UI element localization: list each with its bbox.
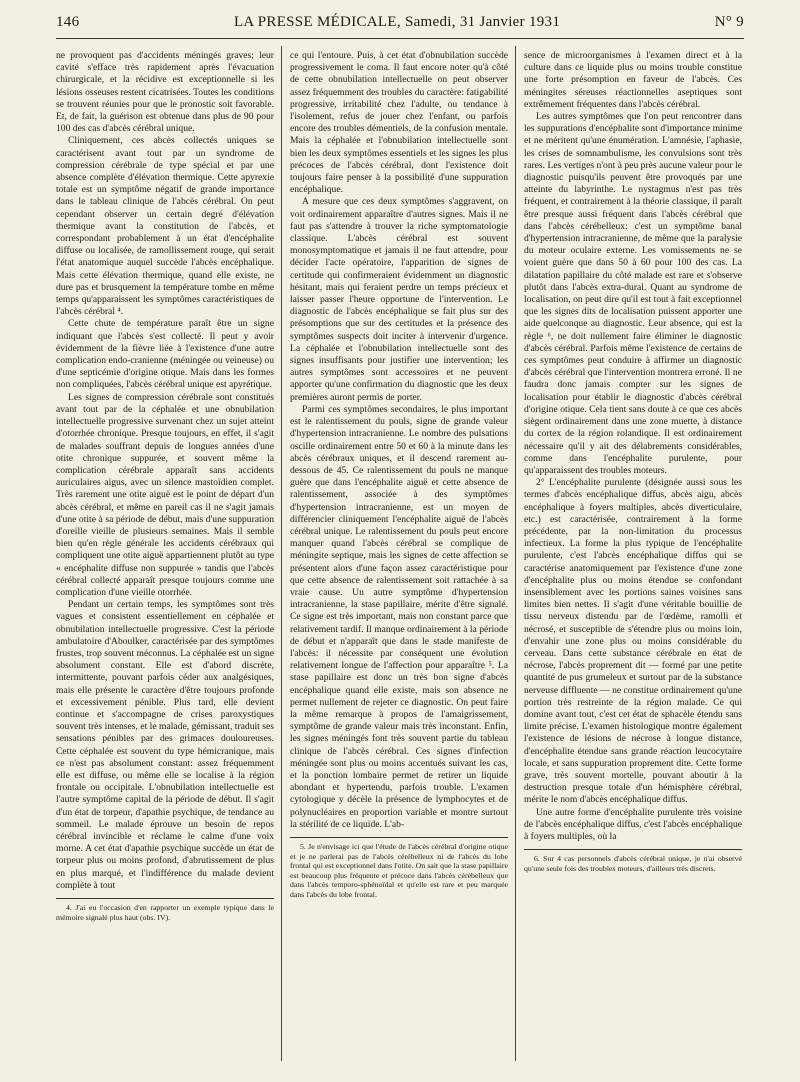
- paragraph: Cliniquement, ces abcès collectés uniques se caractérisent avant tout par un syndrome de compression cérébrale de type spécial et par une absence complète d'élévation thermique. Cette apyrexie totale est un symptôme négatif de grande importance dans le tableau clinique de l'abcès cérébral. On peut cependant observer un certain degré d'élévation thermique avant la constitution de l'abcès, et correspondant probablement à un état d'encéphalite diffuse ou localisée, de ramollissement rouge, qui serait l'état anatomique auquel succède l'abcès encéphalique. Mais cette élévation thermique, quand elle existe, ne dure pas et brusquement la température tombe en même temps qu'apparaissent les symptômes caractéristiques de l'abcès cérébral ⁴.: [56, 135, 274, 318]
- paragraph: Les signes de compression cérébrale sont constitués avant tout par de la céphalée et une obnubilation intellectuelle progressive survenant chez un sujet atteint d'otorrhée chronique. Presque toujours, en effet, il s'agit de malades souffrant depuis de longues années d'une otite chronique suppurée, et souvent même la complication cérébrale apparaît sans accidents auriculaires aigus, avec un silence mastoïdien complet. Très rarement une otite aiguë est le point de départ d'un abcès cérébral, et même en pareil cas il ne s'agit jamais d'une otite à sa période de début, mais d'une suppuration d'oreille vieille de plusieurs semaines. Mais il semble bien qu'en règle générale les accidents cérébraux qui compliquent une otite aiguë appartiennent plutôt au type « encéphalite diffuse non suppurée » tandis que l'abcès cérébral collecté apparaît presque toujours comme une complication d'une vieille otorrhée.: [56, 391, 274, 598]
- paragraph: sence de microorganismes à l'examen direct et à la culture dans ce liquide plus ou moins trouble constitue une forte présomption en faveur de l'abcès. Ces méningites séreuses réactionnelles aseptiques sont extrêmement fréquentes dans l'abcès cérébral.: [524, 50, 742, 110]
- page-header: [56, 14, 744, 36]
- text-column-3: [524, 50, 742, 1060]
- page-number: 146: [56, 14, 80, 30]
- paragraph: Une autre forme d'encéphalite purulente très voisine de l'abcès encéphalique diffus, c'est l'abcès encéphalique à foyers multiples, où la: [524, 806, 742, 842]
- issue-number: N° 9: [714, 14, 744, 30]
- footnote: 6. Sur 4 cas personnels d'abcès cérébral unique, je n'ai observé qu'une seule fois des troubles moteurs, d'ailleurs très discrets.: [524, 854, 742, 873]
- paragraph: Parmi ces symptômes secondaires, le plus important est le ralentissement du pouls, signe de grande valeur d'hypertension intracranienne. Le nombre des pulsations oscille ordinairement entre 50 et 60 à la minute dans les abcès cérébraux uniques, et il descend rarement au-dessous de 45. Ce ralentissement du pouls ne manque guère que dans l'encéphalite aiguë et cette absence de ralentissement, associée à des symptômes d'hypertension intracranienne, est un moyen de différencier cliniquement l'encéphalite aiguë de l'abcès cérébral unique. Le ralentissement du pouls peut encore manquer quand l'abcès cérébral se complique de méningite septique, mais les signes de cette affection se présentent alors d'une façon assez caractéristique pour que cette absence de ralentissement soit rattachée à sa vraie cause. Un autre symptôme d'hypertension intracranienne, la stase papillaire, mérite d'être signalé. Ce signe est très important, mais non constant parce que relativement tardif. Il manque ordinairement à la période de début et n'apparaît que dans le stade manifeste de l'abcès: il nécessite par conséquent une évolution relativement longue de l'affection pour apparaître ⁵. La stase papillaire est donc un très bon signe d'abcès encéphalique quand elle existe, mais son absence ne permet nullement de rejeter ce diagnostic. On peut faire la même remarque à propos de l'amaigrissement, symptôme de grande valeur mais très inconstant. Enfin, les signes méningés font très souvent partie du tableau clinique de l'abcès cérébral. Ces signes d'infection méningée sont plus ou moins accentués suivant les cas, et la ponction lombaire permet de retirer un liquide abondant et hypertendu, parfois trouble. L'examen cytologique y décèle la présence de lymphocytes et de polynucléaires en proportion variable et montre surtout la stérilité de ce liquide. L'ab-: [290, 403, 508, 830]
- paragraph: Cette chute de température paraît être un signe indiquant que l'abcès s'est collecté. Il peut y avoir évidemment de la fièvre liée à l'existence d'une autre complication endo-cranienne (méningée ou veineuse) ou d'une septicémie d'origine otique. Mais dans les formes non compliquées, l'abcès cérébral unique est apyrétique.: [56, 318, 274, 391]
- paragraph: A mesure que ces deux symptômes s'aggravent, on voit ordinairement apparaître d'autres signes. Mais il ne faut pas s'attendre à trouver la riche symptomatologie classique. L'abcès cérébral est souvent monosymptomatique et jamais il ne faut attendre, pour décider l'acte opératoire, l'apparition de signes de certitude qui confirmeraient évidemment un diagnostic hésitant, mais qui feraient perdre un temps précieux et laisser passer l'heure opportune de l'intervention. Le diagnostic de l'abcès encéphalique se fait plus sur des présomptions que sur des certitudes et la présence des symptômes suspects doit inciter à intervenir d'urgence. La céphalée et l'obnubilation intellectuelle sont des signes insuffisants pour justifier une intervention; les autres symptômes sont accessoires et ne peuvent apporter qu'une confirmation du diagnostic que les deux premières auront permis de porter.: [290, 196, 508, 403]
- paragraph: ce qui l'entoure. Puis, à cet état d'obnubilation succède progressivement le coma. Il faut encore noter qu'à côté de cette obnubilation intellectuelle on peut observer assez fréquemment des troubles du caractère: fatigabilité progressive, irritabilité chez l'adulte, ou tendance à l'isolement, refus de jouer chez l'enfant, ou parfois encore des troubles démentiels, de la confusion mentale. Mais la céphalée et l'obnubilation intellectuelle sont bien les deux symptômes essentiels et les signes les plus précoces de l'abcès cérébral, dont l'existence doit toujours faire penser à la possibilité d'une suppuration encéphalique.: [290, 50, 508, 196]
- paragraph: Les autres symptômes que l'on peut rencontrer dans les suppurations d'encéphalite sont d'importance minime et ne méritent qu'une énumération. L'amnésie, l'aphasie, les crises de somnambulisme, les convulsions sont très rares. Les vertiges n'ont à peu près aucune valeur pour le diagnostic puisqu'ils peuvent être provoqués par une atteinte du labyrinthe. Le nystagmus n'est pas très fréquent, et contrairement à la théorie classique, il paraît être presque aussi fréquent dans l'abcès cérébral que dans l'abcès cérébelleux: c'est un symptôme banal d'hypertension intracranienne, de même que la paralysie du moteur oculaire externe. Les vomissements ne se voient guère que dans 50 à 60 pour 100 des cas. La dilatation papillaire du côté malade est rare et s'observe plutôt dans l'abcès extra-dural. Quant au syndrome de localisation, on peut dire qu'il est tout à fait exceptionnel que les signes dits de localisation puissent apporter une aide quelconque au diagnostic. Leur absence, qui est la règle ⁶, ne doit nullement faire éliminer le diagnostic d'abcès cérébral. Parfois même l'existence de certains de ces symptômes peut conduire à affirmer un diagnostic d'abcès cérébral que l'intervention montrera erroné. Il ne faudra donc jamais compter sur les signes de localisation pour établir le diagnostic d'abcès cérébral d'origine otique. Cela tient sans doute à ce que ces abcès siègent ordinairement dans une zone muette, à distance du cortex de la région rolandique. Il est ordinairement nécessaire qu'il y ait des délabrements considérables, comme dans l'encéphalite purulente, pour qu'apparaissent des troubles moteurs.: [524, 111, 742, 476]
- paragraph: ne provoquent pas d'accidents méningés graves; leur cavité s'efface très rapidement après l'évacuation chirurgicale, et la récidive est exceptionnelle si les lésions osseuses restent cicatrisées. Toutes les conditions se trouvent réunies pour que le pronostic soit favorable. Et, de fait, la guérison est obtenue dans plus de 90 pour 100 des cas d'abcès cérébral unique.: [56, 50, 274, 135]
- column-divider: [515, 46, 516, 1061]
- journal-title: LA PRESSE MÉDICALE, Samedi, 31 Janvier 1931: [233, 14, 561, 30]
- footnote-rule: [290, 837, 508, 838]
- text-column-1: [56, 50, 274, 1060]
- footnote: 4. J'ai eu l'occasion d'en rapporter un exemple typique dans le mémoire signalé plus haut (obs. IV).: [56, 903, 274, 922]
- column-divider: [281, 46, 282, 1061]
- footnote-rule: [524, 849, 742, 850]
- footnote: 5. Je n'envisage ici que l'étude de l'abcès cérébral d'origine otique et je ne parlerai pas de l'abcès cérébelleux ni de l'abcès du lobe frontal qui est exceptionnel dans l'otite. On sait que la stase papillaire est beaucoup plus fréquente et précoce dans l'abcès cérébelleux que dans l'abcès temporo-sphénoïdal et qu'elle est rare et peu marquée dans l'abcès du lobe frontal.: [290, 842, 508, 899]
- footnote-rule: [56, 898, 274, 899]
- header-rule: [56, 38, 744, 39]
- paragraph: 2° L'encéphalite purulente (désignée aussi sous les termes d'abcès encéphalique diffus, abcès aigu, abcès encéphalique à foyers multiples, abcès diverticulaire, etc.) est caractérisée, contrairement à la forme précédente, par la non-limitation du processus infectieux. La forme la plus typique de l'encéphalite purulente, c'est l'abcès encéphalique diffus qui se caractérise anatomiquement par l'existence d'une zone d'encéphalite plus ou moins étendue se confondant insensiblement avec les portions saines voisines sans limites bien nettes. Il s'agit d'une véritable bouillie de tissu nerveux distendu par de l'œdème, ramolli et nécrosé, et susceptible de s'étendre plus ou moins loin, d'envahir une zone plus ou moins considérable du cerveau. Dans cette substance cérébrale en état de nécrose, l'abcès proprement dit — formé par une petite quantité de pus grumeleux et surtout par de la substance nerveuse diffluente — ne constitue ordinairement qu'une portion très restreinte de la région malade. Ce qui domine avant tout, c'est cet état de sphacèle étendu sans limite précise. L'examen histologique montre également l'existence de lésions de nécrose à longue distance, d'encéphalite étendue sans grande réaction leucocytaire locale, et sans suppuration proprement dite. Cette forme grave, très souvent mortelle, pouvant aboutir à la destruction presque totale d'un hémisphère cérébral, mérite le nom d'abcès encéphalique diffus.: [524, 477, 742, 806]
- text-column-2: [290, 50, 508, 1060]
- paragraph: Pendant un certain temps, les symptômes sont très vagues et consistent essentiellement en céphalée et obnubilation intellectuelle progressive. C'est la période ambulatoire d'Aboulker, caractérisée par des symptômes frustes, trop souvent méconnus. La céphalée est un signe absolument constant. Elle est d'abord discrète, intermittente, pouvant parfois céder aux analgésiques, mais elle présente le caractère d'être toujours profonde et excessivement pénible. Plus tard, elle devient continue et s'accompagne de crises paroxystiques souvent très intenses, et le malade, gémissant, traduit ses sensations pénibles par des grimaces douloureuses. Cette céphalée est souvent du type hémicranique, mais ce n'est pas absolument constant: assez fréquemment elle est diffuse, ou même elle se localise à la région frontale ou occipitale. L'obnubilation intellectuelle est l'autre symptôme capital de la période de début. Il s'agit d'un état de torpeur, d'apathie psychique, de tendance au sommeil. Le malade éprouve un besoin de repos cérébral invincible et réclame le calme d'une voix morne. A cet état d'apathie psychique succède un état de torpeur plus ou moins profond, d'abrutissement de plus en plus marqué, et l'indifférence du malade devient complète à tout: [56, 599, 274, 891]
